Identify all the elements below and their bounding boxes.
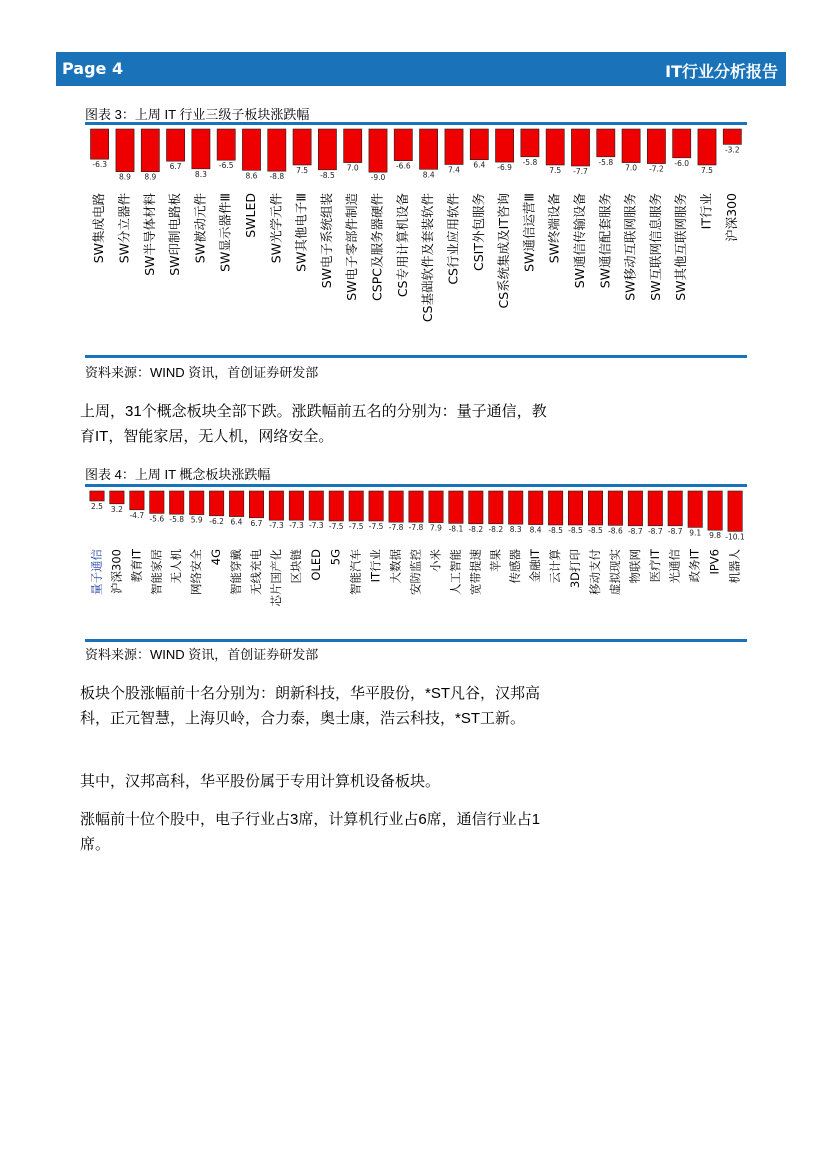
data-label-12: -7.3	[308, 521, 324, 531]
bar-2	[116, 129, 134, 172]
category-label-29: 医疗IT	[647, 549, 662, 583]
data-label-29: -8.7	[647, 526, 663, 536]
chart3-caption: 图表 3：上周 IT 行业三级子板块涨跌幅	[85, 107, 310, 122]
category-label-5: SW被动元件	[192, 193, 208, 264]
data-label-18: 7.9	[429, 523, 442, 533]
bar-1	[91, 129, 109, 159]
category-label-18: 小米	[428, 549, 443, 572]
category-label-25: 3D打印	[568, 549, 582, 589]
category-label-19: 人工智能	[448, 549, 463, 595]
data-label-22: 8.3	[509, 525, 522, 535]
data-label-14: -7.5	[348, 522, 364, 531]
category-label-1: 量子通信	[89, 549, 104, 595]
data-label-11: -7.3	[289, 521, 304, 531]
bar-33	[728, 491, 742, 531]
data-label-24: -6.0	[674, 158, 690, 168]
data-label-1: -6.3	[92, 160, 108, 170]
page-header	[56, 52, 786, 86]
bar-21	[489, 491, 503, 524]
category-label-4: SW印制电路板	[167, 193, 183, 276]
data-label-32: 9.8	[709, 531, 722, 541]
bar-17	[496, 129, 514, 162]
data-label-13: -6.6	[395, 161, 411, 171]
data-label-18: -5.8	[522, 157, 538, 167]
chart3-svg	[85, 125, 747, 355]
data-label-4: 6.7	[169, 162, 182, 172]
category-label-16: 大数据	[388, 549, 403, 584]
chart4-source: 资料来源：WIND 资讯，首创证券研发部	[85, 647, 319, 662]
page-number: Page 4	[62, 59, 124, 78]
category-label-33: 机器人	[727, 549, 742, 584]
category-label-20: 宽带提速	[468, 549, 483, 595]
data-label-16: -7.8	[388, 523, 404, 533]
category-label-25: IT行业	[698, 193, 714, 230]
category-label-16: CSIT外包服务	[470, 193, 486, 271]
category-label-11: 区块链	[288, 549, 303, 584]
category-label-23: SW互联网信息服务	[647, 193, 663, 301]
data-label-25: -8.5	[568, 526, 583, 535]
data-label-6: 5.9	[190, 515, 203, 525]
bar-8	[229, 491, 243, 517]
bar-26	[588, 491, 602, 525]
bar-4	[167, 129, 185, 161]
category-label-6: 网络安全	[189, 549, 204, 595]
bar-5	[192, 129, 210, 169]
data-label-15: -7.5	[368, 522, 384, 531]
chart4-box	[85, 484, 747, 642]
category-label-1: SW集成电路	[91, 193, 107, 264]
category-label-10: SW电子系统组装	[318, 193, 334, 289]
bar-18	[521, 129, 539, 157]
category-label-18: SW通信运营Ⅲ	[521, 193, 537, 272]
chart3-source: 资料来源：WIND 资讯，首创证券研发部	[85, 365, 319, 380]
category-label-14: 智能汽车	[348, 549, 363, 595]
bar-19	[449, 491, 463, 523]
bar-8	[268, 129, 286, 171]
data-label-21: -5.8	[598, 157, 614, 167]
bar-4	[150, 491, 164, 513]
category-label-9: SW其他电子Ⅲ	[293, 193, 309, 272]
bar-20	[469, 491, 483, 524]
category-label-5: 无人机	[169, 549, 184, 584]
data-label-5: -5.8	[169, 515, 185, 525]
data-label-22: 7.0	[625, 163, 638, 173]
category-label-20: SW通信传输设备	[572, 193, 587, 289]
bar-16	[470, 129, 488, 160]
bar-23	[529, 491, 543, 525]
data-label-30: -8.7	[667, 526, 683, 536]
data-label-28: -8.7	[627, 526, 643, 536]
data-label-6: -6.5	[218, 161, 234, 171]
bar-3	[130, 491, 144, 510]
bar-10	[318, 129, 336, 170]
data-label-7: 8.6	[245, 171, 258, 181]
data-label-13: -7.5	[328, 522, 344, 531]
bar-11	[344, 129, 362, 163]
paragraph-1: 上周，31个概念板块全部下跌。涨跌幅前五名的分别为：量子通信，教育IT，智能家居，无人机，网络安全。	[80, 403, 547, 445]
bar-1	[90, 491, 104, 501]
data-label-26: -8.5	[588, 526, 603, 535]
bar-28	[628, 491, 642, 526]
data-label-19: 7.5	[549, 166, 562, 175]
category-label-17: CS系统集成及IT咨询	[496, 192, 512, 309]
data-label-8: 6.4	[230, 517, 243, 527]
data-label-8: -8.8	[269, 172, 285, 182]
category-label-14: CS基础软件及套装软件	[420, 193, 436, 323]
category-label-8: SW光学元件	[268, 192, 284, 264]
category-label-26: 沪深300	[723, 193, 739, 242]
data-label-14: 8.4	[422, 170, 435, 180]
category-label-3: SW半导体材料	[141, 193, 157, 276]
category-label-28: 物联网	[627, 549, 642, 584]
category-label-13: CS专用计算机设备	[394, 193, 410, 298]
category-label-13: 5G	[328, 549, 343, 566]
paragraph-3: 其中，汉邦高科，华平股份属于专用计算机设备板块。	[80, 773, 441, 790]
category-label-3: 教育IT	[129, 549, 144, 583]
data-label-1: 2.5	[91, 502, 103, 511]
data-label-21: -8.2	[488, 524, 504, 534]
bar-24	[548, 491, 562, 525]
chart4-svg	[85, 487, 747, 639]
data-label-9: 6.7	[250, 518, 263, 528]
data-label-10: -7.3	[269, 521, 284, 531]
bar-11	[289, 491, 303, 520]
data-label-19: -8.1	[448, 524, 464, 534]
category-label-31: 政务IT	[687, 549, 702, 583]
bar-22	[509, 491, 523, 524]
data-label-27: -8.6	[608, 526, 623, 536]
data-label-12: -9.0	[370, 173, 386, 183]
chart3-box	[85, 122, 747, 358]
data-label-17: -6.9	[497, 163, 512, 173]
category-label-2: 沪深300	[109, 549, 124, 594]
category-label-27: 虚拟现实	[607, 549, 622, 595]
bar-6	[190, 491, 204, 515]
category-label-24: SW其他互联网服务	[673, 193, 689, 301]
category-label-2: SW分立器件	[116, 193, 132, 264]
bar-9	[249, 491, 263, 518]
bar-16	[389, 491, 403, 522]
bar-30	[668, 491, 682, 526]
category-label-15: IT行业	[368, 549, 383, 583]
bar-17	[409, 491, 423, 522]
category-label-8: 智能穿戴	[229, 549, 243, 595]
data-label-16: 6.4	[473, 160, 486, 170]
category-label-32: IPV6	[707, 549, 722, 575]
bar-10	[269, 491, 283, 520]
bar-31	[688, 491, 702, 527]
category-label-7: 4G	[209, 549, 224, 566]
category-label-17: 安防监控	[408, 549, 423, 595]
category-label-6: SW显示器件Ⅲ	[217, 193, 233, 272]
bar-21	[597, 129, 615, 157]
data-label-3: -4.7	[129, 510, 145, 520]
bar-14	[420, 129, 438, 169]
category-label-30: 光通信	[667, 549, 682, 584]
bar-23	[647, 129, 665, 164]
category-label-12: OLED	[308, 549, 323, 581]
bar-27	[608, 491, 622, 525]
data-label-25: 7.5	[701, 166, 713, 175]
category-label-10: 芯片国产化	[268, 549, 283, 607]
data-label-20: -8.2	[468, 524, 484, 534]
data-label-23: 8.4	[529, 525, 542, 535]
data-label-11: 7.0	[346, 163, 359, 173]
category-label-22: SW移动互联网服务	[622, 193, 638, 301]
bar-7	[209, 491, 223, 516]
data-label-33: -10.1	[725, 532, 745, 542]
data-label-5: 8.3	[194, 169, 207, 179]
data-label-24: -8.5	[548, 526, 563, 535]
data-label-31: 9.1	[689, 528, 702, 538]
bar-14	[349, 491, 363, 521]
data-label-4: -5.6	[149, 514, 165, 524]
category-label-9: 无线充电	[249, 549, 263, 595]
bar-19	[546, 129, 564, 165]
paragraph-4: 涨幅前十位个股中，电子行业占3席，计算机行业占6席，通信行业占1席。	[80, 811, 541, 853]
data-label-7: -6.2	[209, 516, 224, 526]
bar-5	[170, 491, 184, 514]
data-label-20: -7.7	[573, 167, 588, 176]
bar-12	[309, 491, 323, 520]
category-label-19: SW终端设备	[546, 193, 562, 264]
data-label-9: 7.5	[296, 166, 309, 175]
bar-25	[568, 491, 582, 525]
data-label-3: 8.9	[144, 172, 157, 182]
data-label-15: 7.4	[448, 165, 460, 175]
bar-13	[329, 491, 343, 521]
category-label-12: CSPC及服务器硬件	[369, 193, 385, 301]
bar-15	[369, 491, 383, 521]
paragraph-2: 板块个股涨幅前十名分别为：朗新科技，华平股份，*ST凡谷，汉邦高科，正元智慧，上海贝岭，合力泰，奥士康，浩云科技，*ST工新。	[80, 685, 541, 727]
category-label-21: 苹果	[488, 549, 503, 572]
bar-13	[394, 129, 412, 161]
bar-3	[141, 129, 159, 172]
data-label-26: -3.2	[724, 145, 740, 155]
bar-20	[571, 129, 589, 166]
category-label-15: CS行业应用软件	[445, 193, 461, 285]
bar-32	[708, 491, 722, 530]
bar-15	[445, 129, 463, 165]
report-title: IT行业分析报告	[665, 62, 778, 81]
category-label-23: 金融IT	[528, 549, 543, 583]
category-label-4: 智能家居	[149, 549, 164, 595]
bar-9	[293, 129, 311, 165]
data-label-2: 3.2	[110, 504, 123, 514]
data-label-23: -7.2	[649, 164, 664, 174]
bar-7	[242, 129, 260, 170]
category-label-7: SWLED	[243, 193, 258, 238]
bar-12	[369, 129, 387, 172]
bar-6	[217, 129, 235, 160]
bar-22	[622, 129, 640, 163]
category-label-22: 传感器	[508, 549, 523, 584]
chart4-caption: 图表 4：上周 IT 概念板块涨跌幅	[85, 467, 271, 482]
data-label-17: -7.8	[408, 523, 424, 533]
bar-29	[648, 491, 662, 526]
bar-2	[110, 491, 124, 504]
data-label-2: 8.9	[119, 172, 131, 182]
category-label-24: 云计算	[548, 549, 563, 584]
bar-25	[698, 129, 716, 165]
bar-24	[673, 129, 691, 158]
bar-18	[429, 491, 443, 523]
bar-26	[723, 129, 741, 144]
category-label-11: SW电子零部件制造	[344, 193, 360, 301]
category-label-26: 移动支付	[588, 549, 602, 595]
data-label-10: -8.5	[320, 170, 335, 180]
category-label-21: SW通信配套服务	[597, 193, 613, 289]
